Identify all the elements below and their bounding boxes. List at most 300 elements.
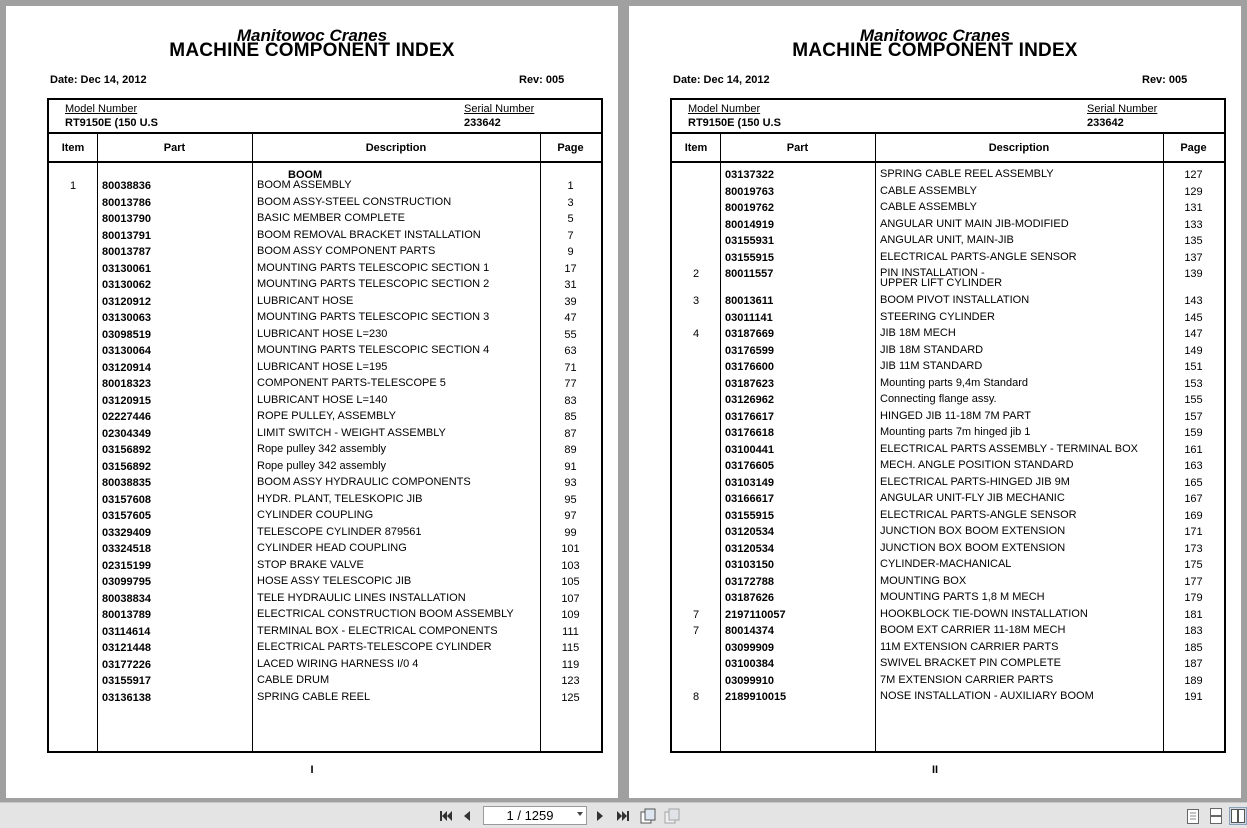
part-number-cell: 03329409 [102,526,151,539]
table-row [672,411,1224,428]
page-cell: 115 [561,642,580,654]
table-row [672,328,1224,345]
part-number-cell: 03011141 [725,311,773,324]
page-cell: 181 [1184,608,1203,621]
previous-page-icon[interactable] [460,807,474,825]
part-number-cell: 03176600 [725,361,774,373]
serial-number-value: 233642 [464,117,501,129]
page-cell: 3 [567,196,574,209]
part-number-cell: 03176605 [725,460,774,472]
part-number-cell: 03099910 [725,674,774,687]
part-number-cell: 03187623 [725,377,774,390]
two-page-view-icon[interactable] [1229,807,1247,825]
part-number-cell: 03156892 [102,460,151,473]
fit-width-icon[interactable] [663,807,681,825]
table-row [49,675,601,692]
table-row [672,559,1224,576]
description-cell: 7M EXTENSION CARRIER PARTS [880,673,1054,686]
table-row [672,625,1224,642]
chevron-down-icon[interactable] [577,812,583,816]
description-cell: STEERING CYLINDER [880,310,995,323]
description-cell: Rope pulley 342 assembly [257,443,387,455]
page-cell: 191 [1184,691,1203,703]
page-cell: 109 [561,609,580,621]
page-cell: 105 [561,576,580,588]
part-number-cell: 80014374 [725,625,774,637]
part-number-cell: 80013787 [102,246,151,258]
description-cell: JIB 11M STANDARD [880,360,983,372]
table-row [672,460,1224,477]
part-number-cell: 03120912 [102,295,151,308]
page-cell: 123 [561,675,580,687]
table-row [672,543,1224,560]
date-text: Date: Dec 14, 2012 [50,74,147,86]
table-row [672,658,1224,675]
description-cell: BOOM EXT CARRIER 11-18M MECH [880,624,1066,636]
page-cell: 103 [561,559,580,572]
page-number-selector[interactable] [483,806,587,825]
page-cell: 161 [1184,443,1203,456]
table-row [49,576,601,593]
description-cell: CYLINDER COUPLING [257,509,374,521]
continuous-view-icon[interactable] [1208,807,1224,825]
page-cell: 93 [564,477,577,489]
table-row [49,329,601,346]
part-number-cell: 03130062 [102,279,151,291]
table-row [49,345,601,362]
document-page-left [6,6,618,798]
part-number-cell: 03120534 [725,526,774,538]
page-cell: 95 [564,493,577,506]
page-cell: 111 [562,625,579,638]
table-row [672,394,1224,411]
column-header-part: Part [163,142,186,154]
page-cell: 187 [1184,658,1203,670]
description-cell: HOOKBLOCK TIE-DOWN INSTALLATION [880,607,1088,620]
table-row [672,378,1224,395]
description-cell: BASIC MEMBER COMPLETE [257,212,405,224]
table-row [672,427,1224,444]
part-number-cell: 03176618 [725,427,774,439]
table-row [672,219,1224,236]
page-cell: 47 [564,312,577,324]
description-cell: JUNCTION BOX BOOM EXTENSION [880,541,1066,554]
page-cell: 151 [1184,361,1203,373]
description-cell: CYLINDER HEAD COUPLING [257,542,407,554]
table-row [49,642,601,659]
viewer-toolbar [0,802,1247,828]
part-number-cell: 03099795 [102,576,151,588]
section-heading: BOOM [288,169,323,181]
document-page-right [629,6,1241,798]
description-cell: LUBRICANT HOSE L=195 [257,360,388,373]
page-footer-number: I [310,764,314,776]
table-row [672,675,1224,692]
page-cell: 71 [564,361,577,374]
table-row [49,411,601,428]
page-cell: 167 [1184,493,1203,505]
table-row [672,576,1224,593]
page-cell: 125 [561,691,580,704]
part-number-cell: 80013789 [102,609,151,621]
column-header-item: Item [684,142,708,154]
table-row [49,246,601,263]
part-number-cell: 80013790 [102,213,151,225]
fit-page-icon[interactable] [639,807,657,825]
part-number-cell: 03126962 [725,394,774,406]
model-number-label: Model Number [65,103,138,115]
table-row [49,461,601,478]
table-row [49,279,601,296]
index-table [670,98,1226,753]
page-cell: 39 [564,295,577,308]
page-cell: 127 [1184,169,1203,181]
part-number-cell: 03172788 [725,575,774,588]
part-number-cell: 03155915 [725,509,774,522]
page-cell: 165 [1184,476,1203,489]
page-cell: 31 [564,279,577,291]
table-row [49,593,601,610]
page-cell: 177 [1184,575,1203,588]
page-cell: 139 [1184,268,1203,280]
brand-name: Manitowoc Cranes [236,26,388,45]
page-cell: 7 [567,229,574,242]
part-number-cell: 03187669 [725,328,774,340]
table-row [49,263,601,280]
page-cell: 137 [1184,251,1203,264]
part-number-cell: 80038834 [102,592,151,605]
part-number-cell: 03155915 [725,251,774,264]
description-cell: ANGULAR UNIT, MAIN-JIB [880,234,1014,246]
part-number-cell: 80018323 [102,378,151,390]
description-cell: 11M EXTENSION CARRIER PARTS [880,640,1059,653]
table-row [672,235,1224,252]
part-number-cell: 80019763 [725,185,774,198]
page-cell: 143 [1184,295,1203,307]
table-row [672,642,1224,659]
part-number-cell: 02304349 [102,427,151,440]
column-header-page: Page [557,142,584,154]
part-number-cell: 02227446 [102,411,151,423]
description-cell: TELESCOPE CYLINDER 879561 [257,525,422,538]
part-number-cell: 80013786 [102,196,151,209]
part-number-cell: 80011557 [725,268,774,280]
table-row [672,295,1224,312]
part-number-cell: 03166617 [725,493,774,505]
table-row [672,477,1224,494]
page-cell: 169 [1184,509,1203,522]
description-cell: MOUNTING PARTS 1,8 M MECH [880,591,1045,603]
column-header-description: Description [365,142,427,154]
part-number-cell: 2197110057 [725,608,786,621]
table-row [672,169,1224,186]
description-cell [880,268,1160,288]
page-title: MACHINE COMPONENT INDEX [792,40,1078,61]
item-cell: 7 [692,625,700,637]
page-cell: 155 [1184,394,1203,406]
serial-number-value: 233642 [1087,117,1124,129]
table-row [49,428,601,445]
page-cell: 179 [1184,592,1203,604]
page-cell: 159 [1184,427,1203,439]
part-number-cell: 03098519 [102,328,151,341]
part-number-cell: 03156892 [102,444,151,456]
description-cell: CABLE ASSEMBLY [880,201,978,213]
part-number-cell: 03130061 [102,262,151,275]
description-cell: SPRING CABLE REEL [257,690,371,703]
table-row [672,345,1224,362]
description-cell: STOP BRAKE VALVE [257,558,364,571]
page-cell: 175 [1184,559,1203,571]
description-cell: SWIVEL BRACKET PIN COMPLETE [880,657,1061,669]
table-row [49,197,601,214]
part-number-cell: 80019762 [725,202,774,214]
description-cell: CABLE ASSEMBLY [880,184,978,197]
table-row [49,378,601,395]
table-row [672,202,1224,219]
table-row [49,180,601,197]
table-divider [49,161,601,163]
item-cell: 4 [692,328,700,340]
model-number-value: RT9150E (150 U.S [688,117,781,129]
description-cell: BOOM ASSEMBLY [257,179,352,191]
description-cell: MOUNTING PARTS TELESCOPIC SECTION 1 [257,261,490,274]
page-cell: 189 [1184,674,1203,687]
page-cell: 173 [1184,542,1203,555]
description-cell: Connecting flange assy. [880,393,997,405]
description-cell: MOUNTING PARTS TELESCOPIC SECTION 2 [257,278,490,290]
index-table [47,98,603,753]
table-row [672,312,1224,329]
part-number-cell: 03176617 [725,410,774,423]
description-cell: CABLE DRUM [257,674,330,686]
part-number-cell: 80014919 [725,218,774,231]
next-page-icon[interactable] [593,807,607,825]
page-cell: 17 [564,262,577,275]
part-number-cell: 03177226 [102,658,151,671]
table-row [49,692,601,709]
part-number-cell: 03155917 [102,675,151,687]
description-cell: JIB 18M MECH [880,327,956,339]
page-cell: 85 [564,411,577,423]
part-number-cell: 03121448 [102,642,151,654]
description-cell: NOSE INSTALLATION - AUXILIARY BOOM [880,690,1094,702]
page-cell: 5 [567,213,574,225]
serial-number-label: Serial Number [1087,103,1158,115]
description-cell: ANGULAR UNIT MAIN JIB-MODIFIED [880,217,1069,230]
table-row [672,510,1224,527]
description-line: UPPER LIFT CYLINDER [880,277,1003,289]
description-cell: ELECTRICAL PARTS-ANGLE SENSOR [880,508,1077,521]
part-number-cell: 03130064 [102,345,151,357]
date-text: Date: Dec 14, 2012 [673,74,770,86]
description-cell: CYLINDER-MACHANICAL [880,558,1012,570]
table-row [672,252,1224,269]
part-number-cell: 80038835 [102,477,151,489]
model-number-value: RT9150E (150 U.S [65,117,158,129]
description-cell: BOOM ASSY HYDRAULIC COMPONENTS [257,476,471,488]
column-header-page: Page [1180,142,1207,154]
page-cell: 163 [1184,460,1203,472]
item-cell: 1 [69,180,77,192]
item-cell: 8 [692,691,700,703]
part-number-cell: 80038836 [102,180,151,192]
model-number-label: Model Number [688,103,761,115]
description-cell: ELECTRICAL PARTS-TELESCOPE CYLINDER [257,641,492,653]
page-cell: 99 [564,526,577,539]
part-number-cell: 03130063 [102,312,151,324]
part-number-cell: 03136138 [102,691,151,704]
table-row [49,230,601,247]
brand-name: Manitowoc Cranes [859,26,1011,45]
part-number-cell: 03100441 [725,443,774,456]
description-cell: MOUNTING PARTS TELESCOPIC SECTION 4 [257,344,490,356]
table-row [672,526,1224,543]
page-cell: 133 [1184,218,1203,231]
part-number-cell: 80013791 [102,229,151,242]
description-cell: LACED WIRING HARNESS I/0 4 [257,657,419,670]
table-row [672,267,1224,289]
description-cell: JUNCTION BOX BOOM EXTENSION [880,525,1066,537]
table-row [672,691,1224,708]
page-cell: 157 [1184,410,1203,423]
part-number-cell: 03099909 [725,641,774,654]
table-row [672,493,1224,510]
page-cell: 83 [564,394,577,407]
page-cell: 135 [1184,235,1203,247]
description-line: PIN INSTALLATION - [880,267,985,279]
column-header-item: Item [61,142,85,154]
page-cell: 101 [561,543,580,555]
table-row [49,659,601,676]
description-cell: LUBRICANT HOSE [257,294,354,307]
part-number-cell: 03155931 [725,235,774,247]
part-number-cell: 03157608 [102,493,151,506]
page-cell: 185 [1184,641,1203,654]
part-number-cell: 2189910015 [725,691,787,703]
table-row [672,444,1224,461]
description-cell: LUBRICANT HOSE L=230 [257,327,388,340]
part-number-cell: 03157605 [102,510,151,522]
table-row [49,560,601,577]
page-cell: 55 [564,328,577,341]
page-cell: 97 [564,510,577,522]
table-row [49,362,601,379]
page-cell: 131 [1184,202,1203,214]
description-cell: TELE HYDRAULIC LINES INSTALLATION [257,591,466,604]
description-cell: ELECTRICAL PARTS-HINGED JIB 9M [880,475,1070,488]
table-row [672,361,1224,378]
description-cell: JIB 18M STANDARD [880,343,984,356]
page-cell: 149 [1184,344,1203,357]
part-number-cell: 03137322 [725,169,774,181]
part-number-cell: 03176599 [725,344,774,357]
column-header-description: Description [988,142,1050,154]
description-cell: BOOM ASSY-STEEL CONSTRUCTION [257,195,452,208]
page-cell: 9 [567,246,574,258]
page-cell: 129 [1184,185,1203,198]
description-cell: SPRING CABLE REEL ASSEMBLY [880,168,1054,180]
table-row [49,494,601,511]
first-page-icon[interactable] [437,807,455,825]
table-row [49,296,601,313]
description-cell: MECH. ANGLE POSITION STANDARD [880,459,1074,471]
table-row [49,444,601,461]
description-cell: ELECTRICAL PARTS ASSEMBLY - TERMINAL BOX [880,442,1138,455]
page-cell: 77 [564,378,577,390]
part-number-cell: 03120534 [725,542,774,555]
description-cell: HYDR. PLANT, TELESKOPIC JIB [257,492,423,505]
item-cell: 7 [692,608,700,621]
item-cell: 3 [692,295,700,307]
part-number-cell: 03120914 [102,361,151,374]
page-title: MACHINE COMPONENT INDEX [169,40,455,61]
part-number-cell: 03103150 [725,559,774,571]
description-cell: BOOM REMOVAL BRACKET INSTALLATION [257,228,481,241]
page-cell: 145 [1184,311,1203,324]
part-number-cell: 02315199 [102,559,151,572]
part-number-cell: 03120915 [102,394,151,407]
page-cell: 153 [1184,377,1203,390]
table-row [49,543,601,560]
page-cell: 147 [1184,328,1203,340]
description-cell: Rope pulley 342 assembly [257,459,387,472]
revision-text: Rev: 005 [519,74,565,86]
description-cell: MOUNTING BOX [880,574,967,587]
table-row [49,609,601,626]
description-cell: ELECTRICAL PARTS-ANGLE SENSOR [880,250,1077,263]
description-cell: BOOM PIVOT INSTALLATION [880,294,1030,306]
part-number-cell: 03100384 [725,658,774,670]
description-cell: BOOM ASSY COMPONENT PARTS [257,245,436,257]
revision-text: Rev: 005 [1142,74,1188,86]
page-cell: 1 [567,180,574,192]
table-row [49,626,601,643]
part-number-cell: 80013611 [725,295,774,307]
description-cell: COMPONENT PARTS-TELESCOPE 5 [257,377,446,389]
description-cell: Mounting parts 7m hinged jib 1 [880,426,1031,438]
description-cell: ANGULAR UNIT-FLY JIB MECHANIC [880,492,1065,504]
description-cell: HOSE ASSY TELESCOPIC JIB [257,575,412,587]
page-cell: 119 [561,658,580,671]
page-indicator[interactable]: 1 / 1259 [506,808,554,823]
table-divider [672,132,1224,134]
part-number-cell: 03114614 [102,625,151,638]
page-footer-number: II [931,764,939,776]
single-page-view-icon[interactable] [1185,807,1201,825]
table-row [49,213,601,230]
column-header-part: Part [786,142,809,154]
page-cell: 87 [564,427,577,440]
table-row [49,395,601,412]
description-cell: HINGED JIB 11-18M 7M PART [880,409,1031,422]
part-number-cell: 03324518 [102,543,151,555]
table-row [672,186,1224,203]
part-number-cell: 03187626 [725,592,774,604]
page-cell: 183 [1184,625,1203,637]
item-cell: 2 [692,268,700,280]
description-cell: LIMIT SWITCH - WEIGHT ASSEMBLY [257,426,446,439]
table-divider [672,161,1224,163]
description-cell: TERMINAL BOX - ELECTRICAL COMPONENTS [257,624,498,637]
page-cell: 107 [561,592,580,605]
description-cell: MOUNTING PARTS TELESCOPIC SECTION 3 [257,311,490,323]
description-cell: Mounting parts 9,4m Standard [880,376,1028,389]
table-row [672,592,1224,609]
last-page-icon[interactable] [614,807,632,825]
page-cell: 91 [564,460,577,473]
table-row [49,527,601,544]
